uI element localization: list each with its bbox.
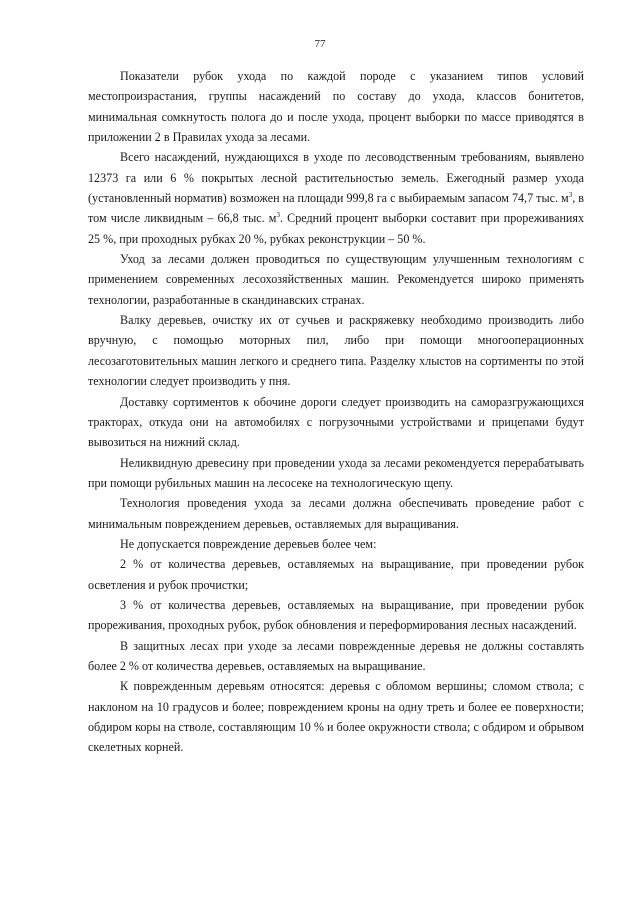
page-number: 77 xyxy=(314,38,326,50)
paragraph-text: . Средний процент выборки составит при прореживаниях 25 %, при проходных рубках 20 %, рубках реконструкции – 50 %. xyxy=(88,211,584,246)
paragraph-non-commercial-wood: Неликвидную древесину при проведении ухода за лесами рекомендуется перерабатывать при помощи рубильных машин на лесосеке на технологическую щепу. xyxy=(88,455,584,490)
paragraph-protective-forests: В защитных лесах при уходе за лесами поврежденные деревья не должны составлять более 2 % от количества деревьев, оставляемых на выращивание. xyxy=(88,638,584,673)
paragraph-limit-2-percent: 2 % от количества деревьев, оставляемых на выращивание, при проведении рубок осветления и рубок прочистки; xyxy=(88,557,584,592)
paragraph-delivery: Доставку сортиментов к обочине дороги следует производить на саморазгружающихся тракторах, откуда они на автомобилях с погрузочными устройствами и прицепами будут вывозиться на нижний склад. xyxy=(88,394,584,450)
paragraph-damaged-trees-definition: К поврежденным деревьям относятся: деревья с обломом вершины; сломом ствола; с наклоном на 10 градусов и более; повреждением кроны на одну треть и более ее поверхности; обдиром коры на стволе, составляющим 10 % и более окружности ствола; с обдиром и обрывом скелетных корней. xyxy=(88,679,584,755)
superscript: 3 xyxy=(276,211,280,220)
paragraph-minimal-damage: Технология проведения ухода за лесами должна обеспечивать проведение работ с минимальным повреждением деревьев, оставляемых для выращивания. xyxy=(88,496,584,531)
paragraph-felling-methods: Валку деревьев, очистку их от сучьев и раскряжевку необходимо производить либо вручную, с помощью моторных пил, либо при помощи многооперационных лесозаготовительных машин легкого и среднего типа. Разделку хлыстов на сортименты по этой технологии следует производить у пня. xyxy=(88,313,584,389)
paragraph-text: Всего насаждений, нуждающихся в уходе по лесоводственным требованиям, выявлено 12373 га или 6 % покрытых лесной растительностью земель. Ежегодный размер ухода (установленный норматив) возможен на площади 999,8 га с выбираемым запасом 74,7 тыс. м xyxy=(88,150,584,206)
paragraph-text: , в том числе ликвидным – 66,8 тыс. м xyxy=(88,191,584,226)
paragraph-stand-totals xyxy=(88,147,584,249)
paragraph-limit-3-percent: 3 % от количества деревьев, оставляемых на выращивание, при проведении рубок прореживания, проходных рубок, рубок обновления и переформирования лесных насаждений. xyxy=(88,597,584,633)
paragraph-felling-indicators: Показатели рубок ухода по каждой породе с указанием типов условий местопроизрастания, группы насаждений по составу до ухода, классов бонитетов, минимальная сомкнутость полога до и после ухода, процент выборки по массе приводятся в приложении 2 в Правилах ухода за лесами. xyxy=(88,69,584,145)
document-body xyxy=(88,66,584,758)
superscript: 3 xyxy=(568,191,573,200)
paragraph-technologies: Уход за лесами должен проводиться по существующим улучшенным технологиям с применением современных лесохозяйственных машин. Рекомендуется широко применять технологии, разработанные в скандинавских странах. xyxy=(88,252,584,307)
paragraph-damage-limits-intro: Не допускается повреждение деревьев более чем: xyxy=(120,536,377,551)
